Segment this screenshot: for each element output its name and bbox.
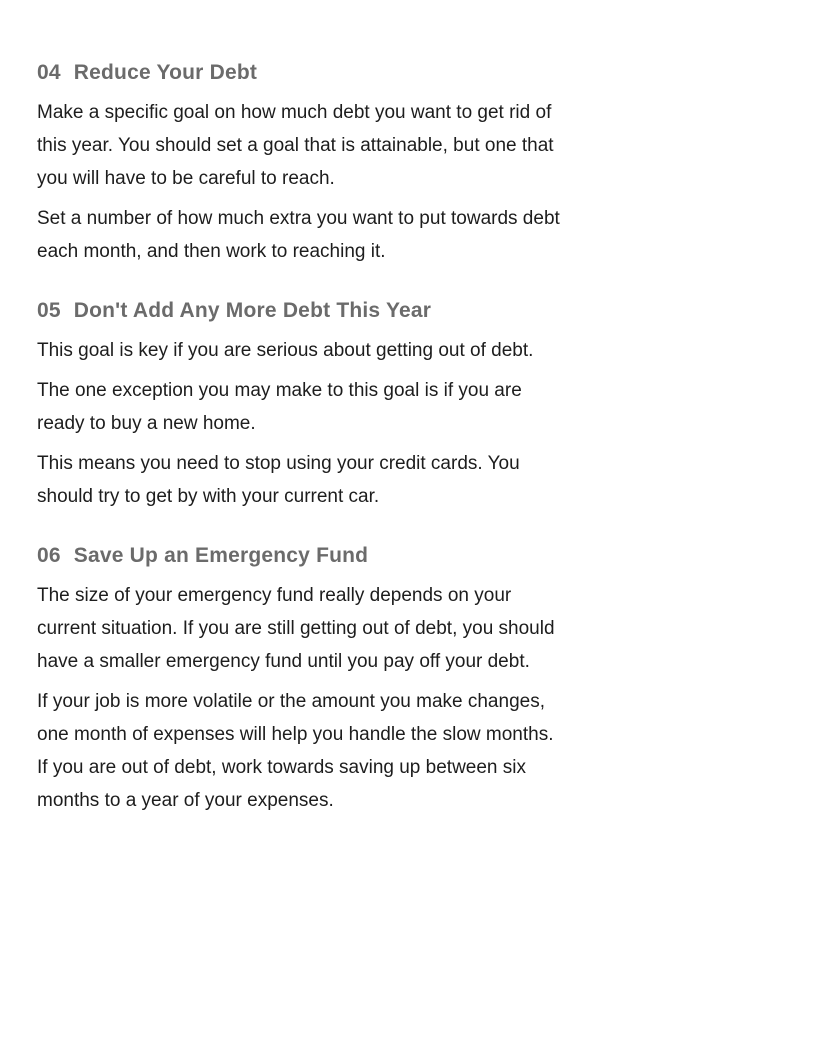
paragraph: Set a number of how much extra you want to put towards debt each month, and then work to reaching it. — [37, 208, 560, 262]
document-section — [37, 543, 697, 817]
paragraph: The size of your emergency fund really depends on your current situation. If you are still getting out of debt, you should have a smaller emergency fund until you pay off your debt. — [37, 585, 555, 672]
section-title: Save Up an Emergency Fund — [73, 544, 369, 567]
document-section — [37, 60, 697, 268]
paragraph: If your job is more volatile or the amount you make changes, one month of expenses will help you handle the slow months. If you are out of debt, work towards saving up between six months to a year of your expenses. — [37, 691, 554, 811]
paragraph: This goal is key if you are serious about getting out of debt. — [37, 340, 534, 361]
section-number: 06 — [37, 544, 61, 567]
paragraph: This means you need to stop using your credit cards. You should try to get by with your current car. — [37, 453, 520, 507]
section-title: Don't Add Any More Debt This Year — [73, 299, 432, 322]
section-heading — [37, 543, 697, 569]
section-heading — [37, 60, 697, 86]
section-number: 05 — [37, 299, 61, 322]
section-number: 04 — [37, 61, 61, 84]
paragraph: Make a specific goal on how much debt you want to get rid of this year. You should set a goal that is attainable, but one that you will have to be careful to reach. — [37, 102, 554, 189]
paragraph: The one exception you may make to this goal is if you are ready to buy a new home. — [37, 380, 522, 434]
document-section — [37, 298, 697, 513]
section-title: Reduce Your Debt — [73, 61, 258, 84]
section-heading — [37, 298, 697, 324]
